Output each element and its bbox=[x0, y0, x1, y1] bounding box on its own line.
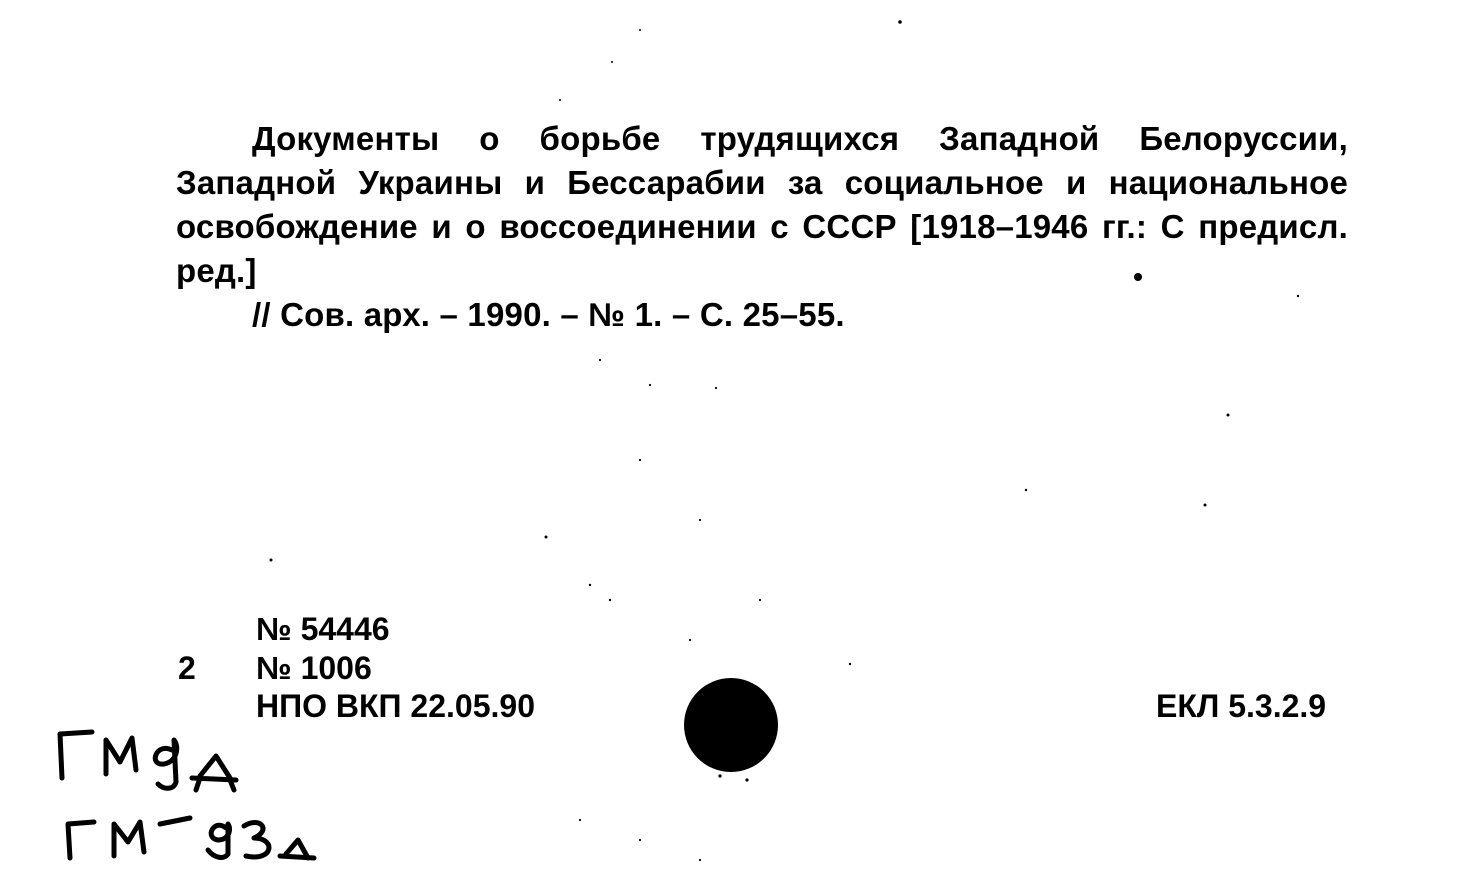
registry-number-a: № 54446 bbox=[256, 611, 390, 647]
registry-copy-count: 2 bbox=[178, 650, 196, 686]
citation-source: // Сов. арх. – 1990. – № 1. – С. 25–55. bbox=[252, 296, 845, 333]
classification-code: ЕКЛ 5.3.2.9 bbox=[1156, 688, 1327, 724]
registry-number-b: № 1006 bbox=[256, 650, 372, 686]
citation-paragraph: Документы о борьбе трудящихся Западной Белоруссии, Западной Украины и Бессарабии за социальное и национальное освобождение и о воссоединении с СССР [1918–1946 гг.: С предисл. ред.] bbox=[176, 120, 1348, 289]
registry-org-date: НПО ВКП 22.05.90 bbox=[256, 688, 535, 724]
